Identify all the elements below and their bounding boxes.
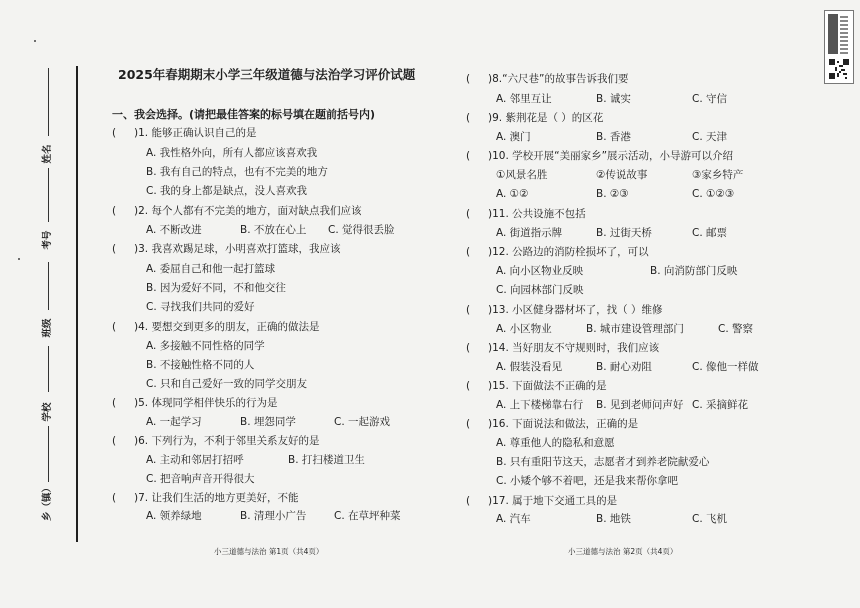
page-title: 2025年春期期末小学三年级道德与法治学习评价试题 xyxy=(118,67,416,82)
name-blank xyxy=(48,68,49,136)
question-text: )15. 下面做法不正确的是 xyxy=(488,380,607,392)
option-15b: B. 见到老师问声好 xyxy=(596,399,684,411)
option-14a: A. 假装没看见 xyxy=(496,361,563,373)
scan-speck xyxy=(18,258,20,260)
answer-paren[interactable]: ( xyxy=(112,243,117,255)
question-text: )14. 当好朋友不守规则时，我们应该 xyxy=(488,342,660,354)
option-4a: A. 多接触不同性格的同学 xyxy=(146,340,265,352)
option-9b: B. 香港 xyxy=(596,131,631,143)
option-3c: C. 寻找我们共同的爱好 xyxy=(146,301,255,313)
option-8c: C. 守信 xyxy=(692,93,728,105)
option-11b: B. 过街天桥 xyxy=(596,227,652,239)
option-9c: C. 天津 xyxy=(692,131,728,143)
option-8a: A. 邻里互让 xyxy=(496,93,552,105)
answer-paren[interactable]: ( xyxy=(466,418,471,430)
option-12c: C. 向园林部门反映 xyxy=(496,284,584,296)
township-blank xyxy=(48,426,49,482)
question-text: )10. 学校开展“美丽家乡”展示活动，小导游可以介绍 xyxy=(488,150,734,162)
option-15a: A. 上下楼梯靠右行 xyxy=(496,399,584,411)
question-6 xyxy=(112,434,319,448)
option-1b: B. 我有自己的特点，也有不完美的地方 xyxy=(146,166,328,178)
option-5b: B. 埋怨同学 xyxy=(240,416,296,428)
answer-paren[interactable]: ( xyxy=(466,304,471,316)
option-2a: A. 不断改进 xyxy=(146,224,202,236)
question-12 xyxy=(466,245,649,259)
option-13c: C. 警察 xyxy=(718,323,754,335)
option-13b: B. 城市建设管理部门 xyxy=(586,323,684,335)
answer-paren[interactable]: ( xyxy=(466,112,471,124)
question-10 xyxy=(466,149,733,163)
question-text: )17. 属于地下交通工具的是 xyxy=(488,495,618,507)
question-text: )2. 每个人都有不完美的地方，面对缺点我们应该 xyxy=(134,205,362,217)
binding-label-exam-id: 考号 xyxy=(42,230,53,250)
question-text: )11. 公共设施不包括 xyxy=(488,208,586,220)
exam-id-blank xyxy=(48,168,49,222)
option-7c: C. 在草坪种菜 xyxy=(334,510,401,522)
answer-paren[interactable]: ( xyxy=(466,246,471,258)
question-9 xyxy=(466,111,603,125)
option-10c: C. ①②③ xyxy=(692,188,735,200)
question-4 xyxy=(112,320,319,334)
section-header: 一、我会选择。(请把最佳答案的标号填在题前括号内) xyxy=(112,108,376,121)
footer-page-2: 小三道德与法治 第2页（共4页） xyxy=(568,547,678,556)
answer-paren[interactable]: ( xyxy=(466,342,471,354)
option-5a: A. 一起学习 xyxy=(146,416,202,428)
option-3a: A. 委屈自己和他一起打篮球 xyxy=(146,263,276,275)
answer-paren[interactable]: ( xyxy=(112,321,117,333)
question-14 xyxy=(466,341,659,355)
option-17a: A. 汽车 xyxy=(496,513,531,525)
option-13a: A. 小区物业 xyxy=(496,323,552,335)
answer-paren[interactable]: ( xyxy=(112,435,117,447)
question-15 xyxy=(466,379,607,393)
question-text: )12. 公路边的消防栓损坏了，可以 xyxy=(488,246,649,258)
option-16b: B. 只有重阳节这天，志愿者才到养老院献爱心 xyxy=(496,456,710,468)
option-1a: A. 我性格外向，所有人都应该喜欢我 xyxy=(146,147,318,159)
option-9a: A. 澳门 xyxy=(496,131,531,143)
option-6b: B. 打扫楼道卫生 xyxy=(288,454,365,466)
option-7a: A. 领养绿地 xyxy=(146,510,202,522)
answer-paren[interactable]: ( xyxy=(466,73,471,85)
option-14b: B. 耐心劝阻 xyxy=(596,361,652,373)
answer-paren[interactable]: ( xyxy=(112,127,117,139)
binding-label-school: 学校 xyxy=(42,402,53,422)
option-5c: C. 一起游戏 xyxy=(334,416,391,428)
question-2 xyxy=(112,204,361,218)
binding-label-class: 班级 xyxy=(42,318,53,338)
choice-10-2: ②传说故事 xyxy=(596,169,648,181)
question-text: )3. 我喜欢踢足球，小明喜欢打篮球，我应该 xyxy=(134,243,341,255)
answer-paren[interactable]: ( xyxy=(466,150,471,162)
option-4c: C. 只和自己爱好一致的同学交朋友 xyxy=(146,378,308,390)
option-10b: B. ②③ xyxy=(596,188,629,200)
option-1c: C. 我的身上都是缺点，没人喜欢我 xyxy=(146,185,308,197)
question-text: )5. 体现同学相伴快乐的行为是 xyxy=(134,397,278,409)
question-3 xyxy=(112,242,340,256)
option-17b: B. 地铁 xyxy=(596,513,631,525)
class-blank xyxy=(48,262,49,310)
question-5 xyxy=(112,396,277,410)
question-text: )4. 要想交到更多的朋友，正确的做法是 xyxy=(134,321,320,333)
option-11c: C. 邮票 xyxy=(692,227,728,239)
choice-10-1: ①风景名胜 xyxy=(496,169,548,181)
answer-paren[interactable]: ( xyxy=(112,492,117,504)
question-1 xyxy=(112,126,256,140)
option-2c: C. 觉得很丢脸 xyxy=(328,224,395,236)
binding-line xyxy=(76,66,78,542)
question-text: )6. 下列行为，不利于邻里关系友好的是 xyxy=(134,435,320,447)
answer-paren[interactable]: ( xyxy=(466,380,471,392)
question-text: )9. 紫荆花是（ ）的区花 xyxy=(488,112,604,124)
binding-label-name: 姓名 xyxy=(42,144,53,164)
option-4b: B. 不接触性格不同的人 xyxy=(146,359,255,371)
school-blank xyxy=(48,346,49,392)
question-text: )13. 小区健身器材坏了，找（ ）维修 xyxy=(488,304,663,316)
question-text: )8.“六尺巷”的故事告诉我们要 xyxy=(488,73,629,85)
option-16a: A. 尊重他人的隐私和意愿 xyxy=(496,437,615,449)
option-3b: B. 因为爱好不同，不和他交往 xyxy=(146,282,286,294)
question-text: )16. 下面说法和做法，正确的是 xyxy=(488,418,639,430)
option-17c: C. 飞机 xyxy=(692,513,728,525)
qr-pattern xyxy=(829,59,849,79)
answer-paren[interactable]: ( xyxy=(112,397,117,409)
question-8 xyxy=(466,72,629,86)
option-8b: B. 诚实 xyxy=(596,93,631,105)
scan-speck xyxy=(34,40,36,42)
answer-paren[interactable]: ( xyxy=(466,495,471,507)
option-11a: A. 街道指示牌 xyxy=(496,227,563,239)
question-17 xyxy=(466,494,617,508)
question-13 xyxy=(466,303,662,317)
footer-page-1: 小三道德与法治 第1页（共4页） xyxy=(214,547,324,556)
option-7b: B. 清理小广告 xyxy=(240,510,307,522)
question-text: )7. 让我们生活的地方更美好，不能 xyxy=(134,492,299,504)
option-2b: B. 不放在心上 xyxy=(240,224,307,236)
answer-paren[interactable]: ( xyxy=(112,205,117,217)
question-text: )1. 能够正确认识自己的是 xyxy=(134,127,257,139)
option-16c: C. 小矮个够不着吧，还是我来帮你拿吧 xyxy=(496,475,679,487)
answer-paren[interactable]: ( xyxy=(466,208,471,220)
option-15c: C. 采摘鲜花 xyxy=(692,399,749,411)
option-6a: A. 主动和邻居打招呼 xyxy=(146,454,244,466)
question-16 xyxy=(466,417,638,431)
option-12b: B. 向消防部门反映 xyxy=(650,265,738,277)
option-12a: A. 向小区物业反映 xyxy=(496,265,584,277)
option-14c: C. 像他一样做 xyxy=(692,361,759,373)
option-6c: C. 把音响声音开得很大 xyxy=(146,473,255,485)
binding-label-township: 乡（镇） xyxy=(42,483,53,522)
option-10a: A. ①② xyxy=(496,188,529,200)
choice-10-3: ③家乡特产 xyxy=(692,169,744,181)
qr-code-icon xyxy=(824,10,854,84)
question-7 xyxy=(112,491,298,505)
question-11 xyxy=(466,207,586,221)
